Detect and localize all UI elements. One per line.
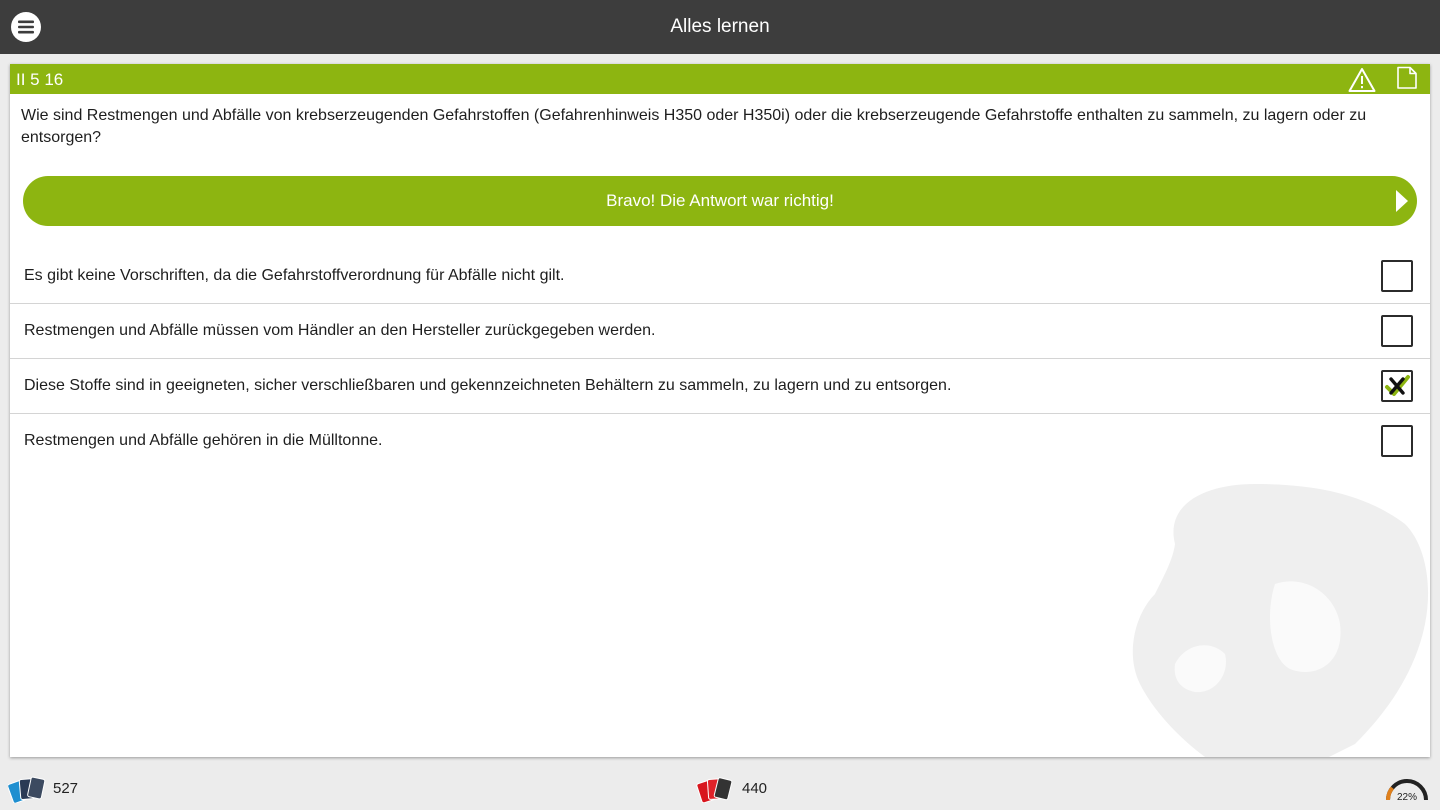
- total-cards-stat[interactable]: [8, 768, 98, 810]
- feedback-text: Bravo! Die Antwort war richtig!: [606, 191, 834, 210]
- progress-gauge[interactable]: [1384, 768, 1432, 810]
- question-text: Wie sind Restmengen und Abfälle von krebserzeugenden Gefahrstoffen (Gefahrenhinweis H350 oder H350i) oder die krebserzeugende Gefahrstoffe enthalten zu sammeln, zu lagern oder zu entsorgen?: [21, 107, 1367, 146]
- top-bar: [0, 0, 1440, 54]
- wrong-cards-icon: [696, 775, 734, 803]
- answer-option-1[interactable]: [10, 249, 1430, 304]
- answer-option-3[interactable]: [10, 359, 1430, 414]
- question-id: II 5 16: [16, 70, 64, 89]
- total-cards-count: 527: [53, 780, 79, 797]
- correct-check-icon: [1383, 372, 1411, 400]
- wrong-cards-stat[interactable]: [696, 768, 796, 810]
- answer-checkbox-checked[interactable]: [1381, 370, 1413, 402]
- progress-gauge-icon: [1384, 773, 1430, 803]
- cards-stack-icon: [8, 775, 46, 803]
- play-arrow-icon: [1395, 189, 1409, 213]
- answer-option-4[interactable]: [10, 414, 1430, 468]
- bottom-bar: [0, 768, 1440, 810]
- warning-triangle-icon[interactable]: [1348, 67, 1376, 93]
- answer-checkbox[interactable]: [1381, 425, 1413, 457]
- answer-text: Restmengen und Abfälle müssen vom Händler an den Hersteller zurückgegeben werden.: [24, 322, 656, 339]
- progress-label: 22%: [1396, 792, 1418, 803]
- feedback-banner[interactable]: [23, 176, 1417, 226]
- note-icon[interactable]: [1396, 66, 1418, 92]
- answer-text: Es gibt keine Vorschriften, da die Gefahrstoffverordnung für Abfälle nicht gilt.: [24, 267, 565, 284]
- answer-option-2[interactable]: [10, 304, 1430, 359]
- answer-text: Diese Stoffe sind in geeigneten, sicher verschließbaren und gekennzeichneten Behältern zu sammeln, zu lagern und zu entsorgen.: [24, 377, 952, 394]
- bull-mascot-watermark-icon: [1115, 464, 1430, 757]
- page-title: Alles lernen: [670, 16, 770, 37]
- wrong-cards-count: 440: [742, 780, 768, 797]
- answer-checkbox[interactable]: [1381, 315, 1413, 347]
- question-header: [10, 64, 1430, 94]
- question-card: [10, 64, 1430, 757]
- answer-text: Restmengen und Abfälle gehören in die Mülltonne.: [24, 432, 383, 449]
- answer-checkbox[interactable]: [1381, 260, 1413, 292]
